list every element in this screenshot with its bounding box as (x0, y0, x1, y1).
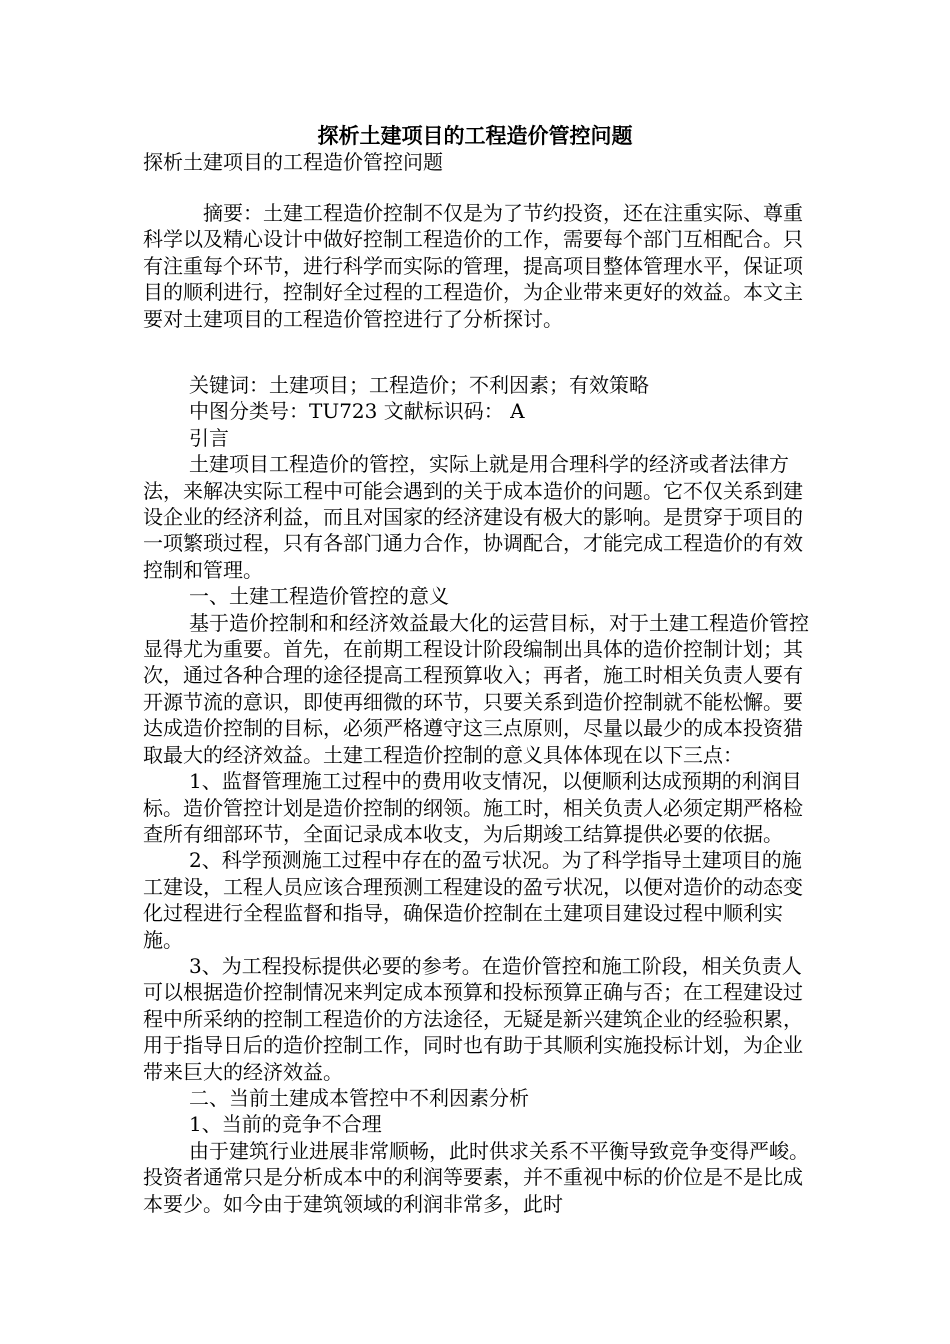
point1-paragraph: 1、监督管理施工过程中的费用收支情况，以便顺利达成预期的利润目标。造价管控计划是造价控制的纲领。施工时，相关负责人必须定期严格检查所有细部环节，全面记录成本收支，为后期竣工结算提供必要的依据。 (143, 769, 803, 846)
section1-paragraph: 基于造价控制和和经济效益最大化的运营目标，对于土建工程造价管控显得尤为重要。首先，在前期工程设计阶段编制出具体的造价控制计划；其次，通过各种合理的途径提高工程预算收入；再者，施工时相关负责人要有开源节流的意识，即使再细微的环节，只要关系到造价控制就不能松懈。要达成造价控制的目标，必须严格遵守这三点原则，尽量以最少的成本投资猎取最大的经济效益。土建工程造价控制的意义具体体现在以下三点： (143, 610, 809, 767)
intro-heading: 引言 (189, 425, 229, 450)
abstract-paragraph: 摘要：土建工程造价控制不仅是为了节约投资，还在注重实际、尊重科学以及精心设计中做好控制工程造价的工作，需要每个部门互相配合。只有注重每个环节，进行科学而实际的管理，提高项目整体管理水平，保证项目的顺利进行，控制好全过程的工程造价，为企业带来更好的效益。本文主要对土建项目的工程造价管控进行了分析探讨。 (143, 201, 803, 331)
keywords-line: 关键词：土建项目；工程造价；不利因素；有效策略 (189, 373, 649, 397)
section1-heading: 一、土建工程造价管控的意义 (189, 584, 449, 609)
section2-heading: 二、当前土建成本管控中不利因素分析 (189, 1085, 529, 1110)
intro-paragraph: 土建项目工程造价的管控，实际上就是用合理科学的经济或者法律方法，来解决实际工程中可能会遇到的关于成本造价的问题。它不仅关系到建设企业的经济利益，而且对国家的经济建设有极大的影响。是贯穿于项目的一项繁琐过程，只有各部门通力合作，协调配合，才能完成工程造价的有效控制和管理。 (143, 452, 803, 582)
subsection1-heading: 1、当前的竞争不合理 (189, 1112, 382, 1137)
document-title: 探析土建项目的工程造价管控问题 (317, 123, 633, 148)
point2-paragraph: 2、科学预测施工过程中存在的盈亏状况。为了科学指导土建项目的施工建设，工程人员应该合理预测工程建设的盈亏状况，以便对造价的动态变化过程进行全程监督和指导，确保造价控制在土建项目建设过程中顺利实施。 (143, 848, 803, 952)
classification-line: 中图分类号：TU723 文献标识码： A (189, 399, 525, 424)
subsection1-paragraph: 由于建筑行业进展非常顺畅，此时供求关系不平衡导致竞争变得严峻。投资者通常只是分析成本中的利润等要素，并不重视中标的价位是不是比成本要少。如今由于建筑领域的利润非常多，此时 (143, 1138, 809, 1216)
point3-paragraph: 3、为工程投标提供必要的参考。在造价管控和施工阶段，相关负责人可以根据造价控制情况来判定成本预算和投标预算正确与否；在工程建设过程中所采纳的控制工程造价的方法途径，无疑是新兴建筑企业的经验积累，用于指导日后的造价控制工作，同时也有助于其顺利实施投标计划，为企业带来巨大的经济效益。 (143, 953, 803, 1084)
document-body (143, 372, 811, 1217)
document-subtitle: 探析土建项目的工程造价管控问题 (143, 150, 443, 174)
